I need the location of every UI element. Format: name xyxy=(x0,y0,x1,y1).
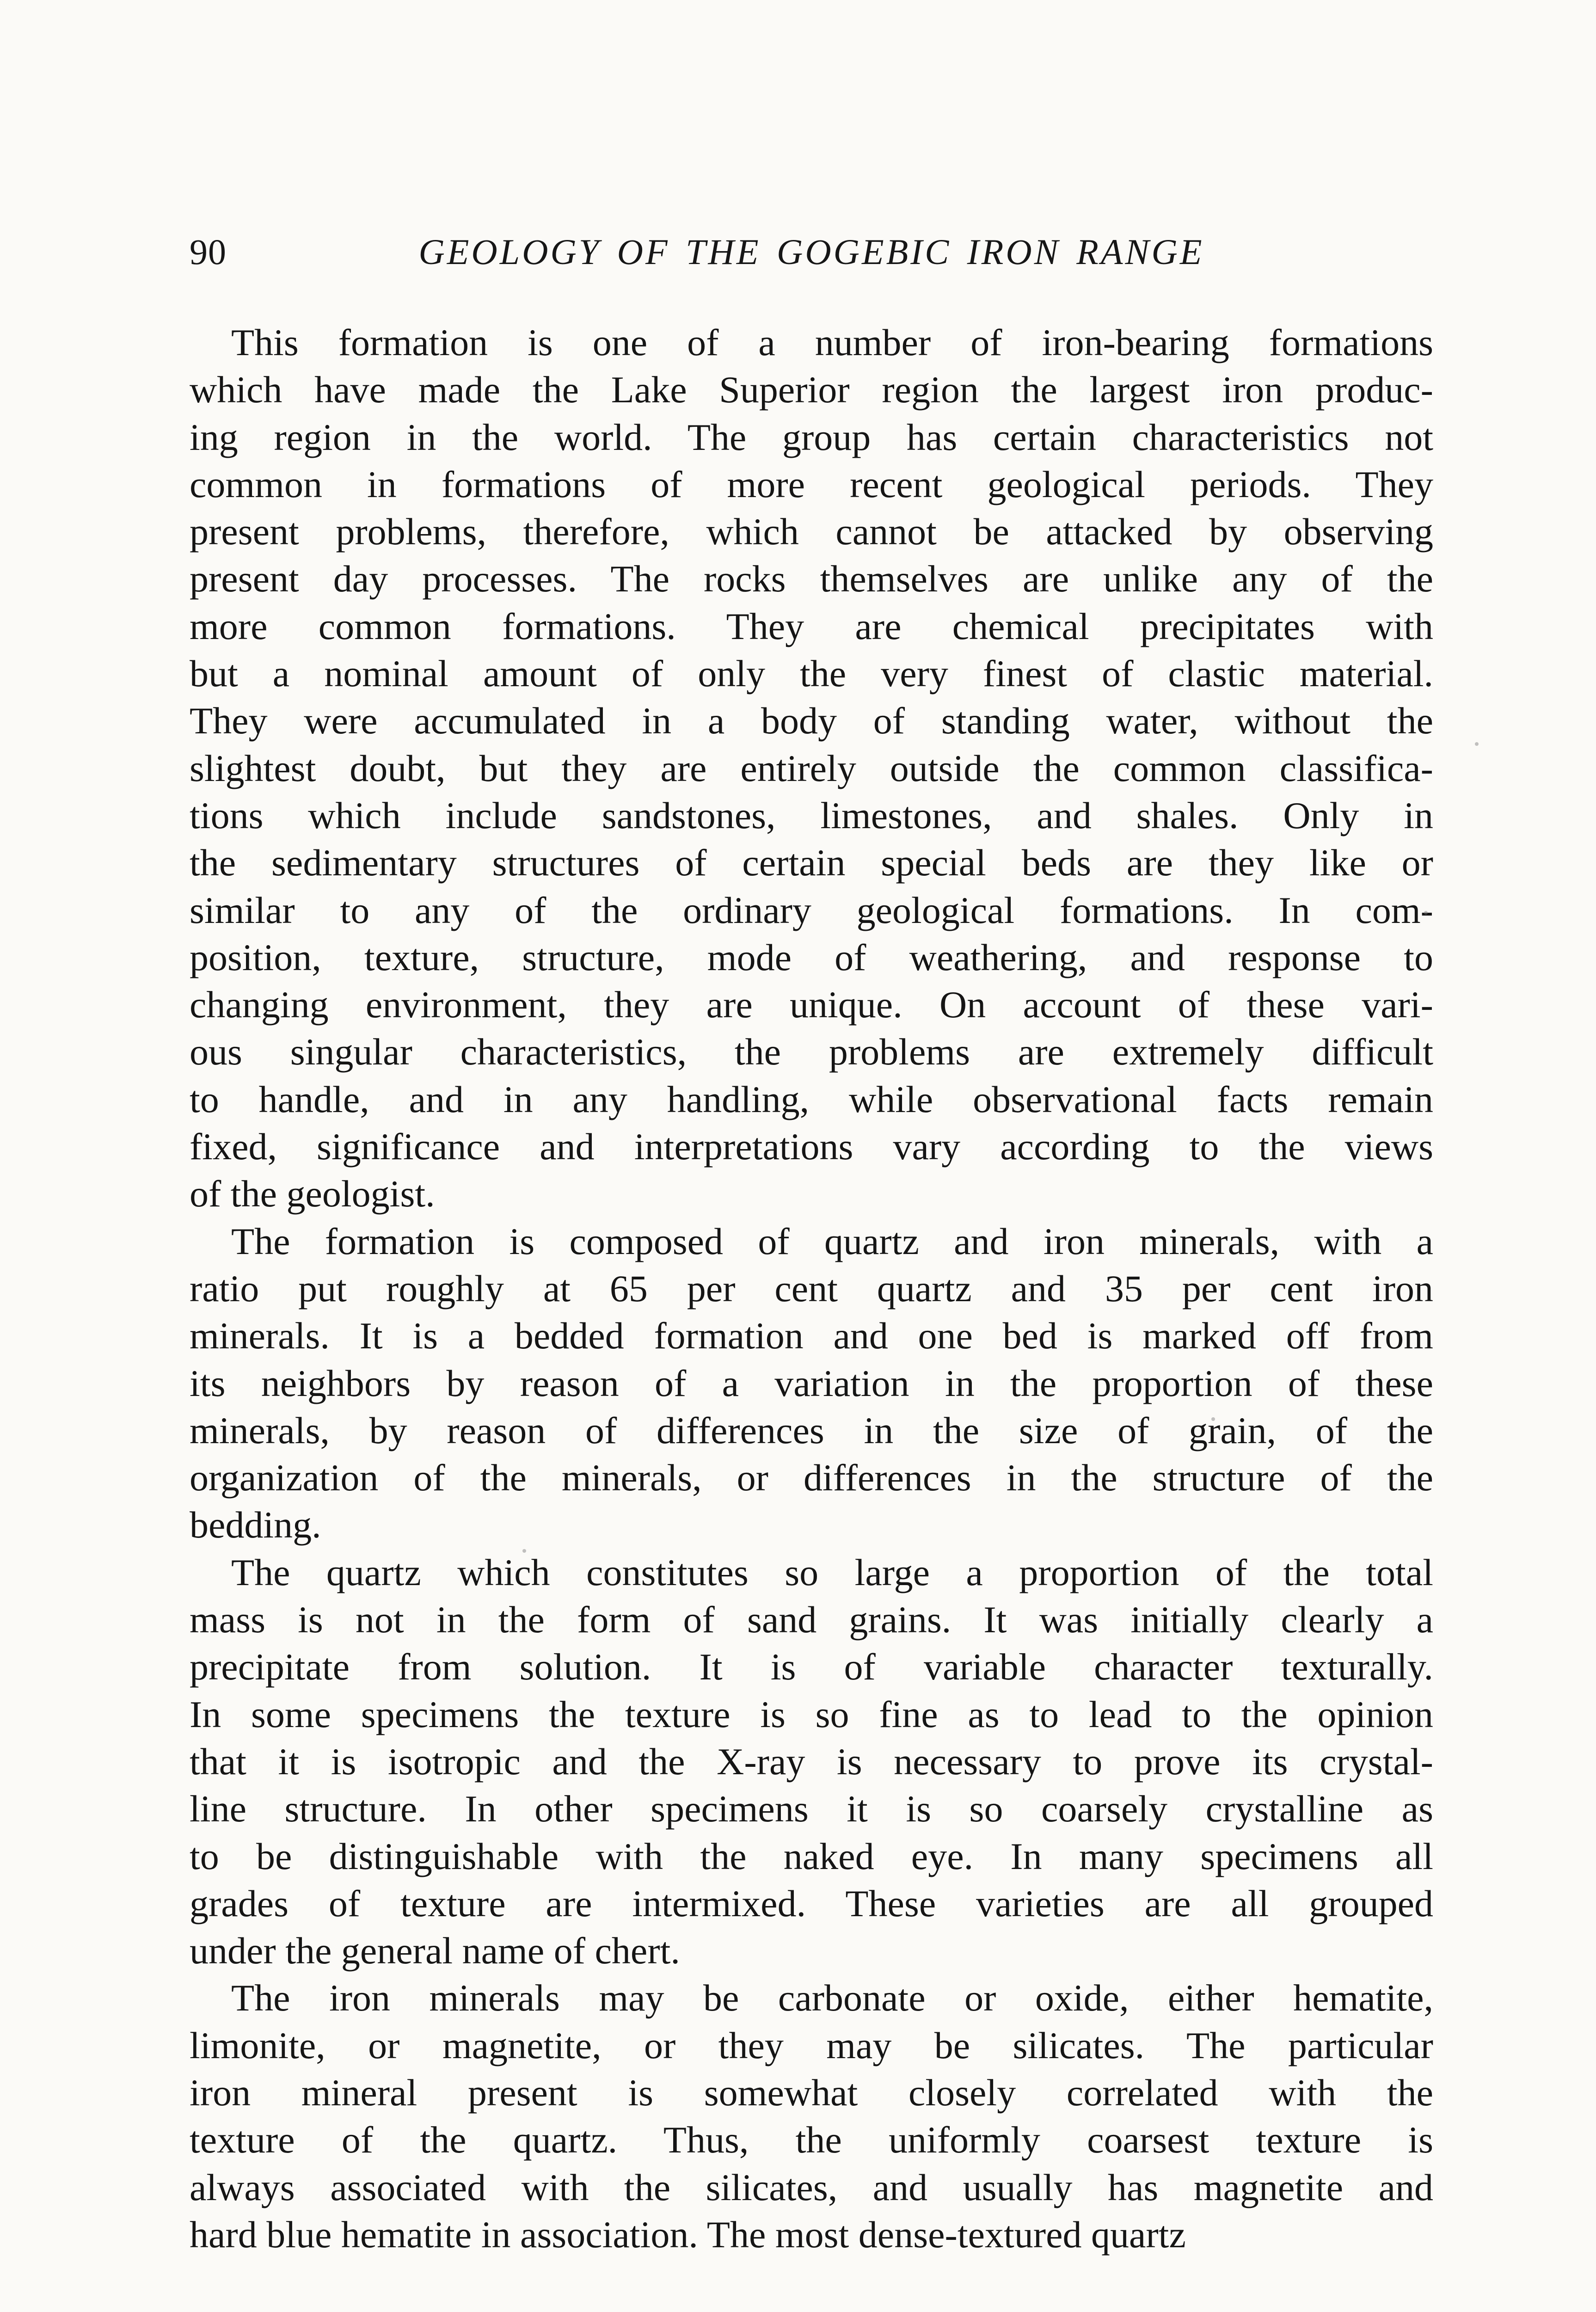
text-line: fixed, significance and interpretations vary according to the views xyxy=(190,1125,1433,1168)
text-line: line structure. In other specimens it is so coarsely crystalline as xyxy=(190,1788,1433,1830)
text-line: slightest doubt, but they are entirely outside the common classifica- xyxy=(190,747,1433,789)
text-line: They were accumulated in a body of standing water, without the xyxy=(190,700,1433,742)
text-line: In some specimens the texture is so fine as to lead to the opinion xyxy=(190,1693,1433,1735)
text-line: bedding. xyxy=(190,1504,321,1546)
text-line: the sedimentary structures of certain special beds are they like or xyxy=(190,842,1433,884)
text-line: under the general name of chert. xyxy=(190,1930,680,1972)
text-line: that it is isotropic and the X-ray is necessary to prove its crystal- xyxy=(190,1740,1433,1783)
body-text xyxy=(190,319,1433,2258)
text-line: to handle, and in any handling, while observational facts remain xyxy=(190,1078,1433,1120)
text-line: minerals, by reason of differences in the size of grain, of the xyxy=(190,1409,1433,1451)
text-line: more common formations. They are chemical precipitates with xyxy=(190,605,1433,647)
text-line: tions which include sandstones, limestones, and shales. Only in xyxy=(190,794,1433,836)
paragraph-1 xyxy=(190,319,1433,1218)
text-line: This formation is one of a number of iron-bearing formations xyxy=(231,321,1433,363)
text-line: present day processes. The rocks themselves are unlike any of the xyxy=(190,558,1433,600)
text-line: similar to any of the ordinary geological formations. In com- xyxy=(190,889,1433,931)
running-title: GEOLOGY OF THE GOGEBIC IRON RANGE xyxy=(418,232,1204,272)
paragraph-2 xyxy=(190,1218,1433,1549)
text-line: organization of the minerals, or differences in the structure of the xyxy=(190,1457,1433,1499)
text-line: limonite, or magnetite, or they may be silicates. The particular xyxy=(190,2024,1433,2066)
page-number: 90 xyxy=(190,232,227,272)
text-line: common in formations of more recent geological periods. They xyxy=(190,463,1433,505)
scan-speck xyxy=(522,1549,526,1553)
text-line: hard blue hematite in association. The most dense-textured quartz xyxy=(190,2213,1186,2256)
text-line: position, texture, structure, mode of weathering, and response to xyxy=(190,936,1433,978)
scan-speck xyxy=(1475,742,1479,746)
text-line: present problems, therefore, which cannot be attacked by observing xyxy=(190,510,1433,553)
text-line: to be distinguishable with the naked eye. In many specimens all xyxy=(190,1835,1433,1877)
text-line: mass is not in the form of sand grains. It was initially clearly a xyxy=(190,1599,1433,1641)
running-header xyxy=(190,231,1433,291)
text-line: grades of texture are intermixed. These varieties are all grouped xyxy=(190,1882,1433,1925)
text-line: texture of the quartz. Thus, the uniformly coarsest texture is xyxy=(190,2119,1433,2161)
text-line: The formation is composed of quartz and iron minerals, with a xyxy=(231,1220,1433,1262)
text-line: of the geologist. xyxy=(190,1173,435,1215)
text-line: ing region in the world. The group has certain characteristics not xyxy=(190,416,1433,458)
text-line: precipitate from solution. It is of variable character texturally. xyxy=(190,1646,1433,1688)
text-line: ratio put roughly at 65 per cent quartz and 35 per cent iron xyxy=(190,1267,1433,1310)
scan-speck xyxy=(1424,911,1428,915)
text-line: but a nominal amount of only the very finest of clastic material. xyxy=(190,652,1433,695)
text-line: its neighbors by reason of a variation in the proportion of these xyxy=(190,1362,1433,1404)
text-line: ous singular characteristics, the problems are extremely difficult xyxy=(190,1031,1433,1073)
text-line: always associated with the silicates, and usually has magnetite and xyxy=(190,2166,1433,2208)
text-line: which have made the Lake Superior region the largest iron produc- xyxy=(190,369,1433,411)
text-line: changing environment, they are unique. On account of these vari- xyxy=(190,984,1433,1026)
paragraph-3 xyxy=(190,1549,1433,1975)
scan-speck xyxy=(1211,1417,1215,1421)
paragraph-4 xyxy=(190,1974,1433,2258)
text-line: The iron minerals may be carbonate or oxide, either hematite, xyxy=(231,1977,1433,2019)
text-line: minerals. It is a bedded formation and one bed is marked off from xyxy=(190,1315,1433,1357)
text-line: The quartz which constitutes so large a proportion of the total xyxy=(231,1551,1433,1593)
text-line: iron mineral present is somewhat closely correlated with the xyxy=(190,2071,1433,2114)
